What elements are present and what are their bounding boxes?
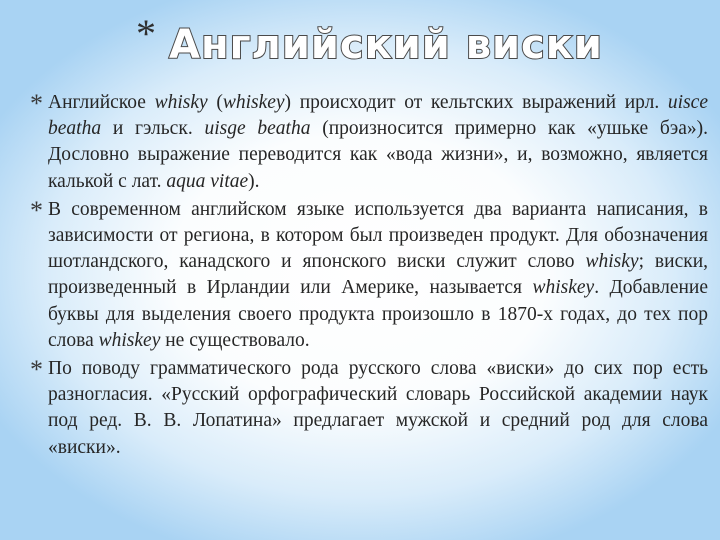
text-run: ) происходит от кельтских выражений ирл. [284, 92, 668, 113]
italic-term: whiskey [532, 277, 595, 299]
italic-term: whiskey [222, 92, 285, 113]
bullet-text [48, 197, 708, 354]
italic-term: whisky [585, 251, 639, 273]
text-run: Английское [48, 92, 155, 113]
bullet-star-icon: * [30, 355, 43, 385]
bullet-item-3 [30, 356, 708, 461]
bullet-list [30, 90, 708, 461]
text-run: (произносится примерно как «ушьке бэа»). Дословно выражение переводится как «вода жизни», и, возможно, является калькой с лат. [48, 118, 708, 192]
title-area [0, 18, 720, 72]
title-star-icon: * [136, 11, 156, 56]
text-run: . Добавление буквы для выделения своего продукта произошло в 1870-х годах, до тех пор слова [48, 277, 708, 351]
text-run: В современном английском языке используется два варианта написания, в зависимости от региона, в котором был произведен продукт. Для обозначения шотландского, канадского и японского виски служит слово [48, 198, 708, 273]
text-run: ). [248, 170, 260, 192]
bullet-item-1 [30, 90, 708, 195]
bullet-star-icon: * [30, 89, 43, 118]
bullet-text [48, 90, 708, 195]
bullet-star-icon: * [30, 195, 43, 225]
bullet-text [48, 356, 708, 461]
italic-term: aqua vitae [166, 170, 249, 192]
text-run: По поводу грамматического рода русского слова «виски» до сих пор есть разногласия. «Русский орфографический словарь Российской академии наук под ред. В. В. Лопатина» предлагает мужской и средний род для слова «виски». [48, 358, 708, 458]
italic-term: whiskey [98, 329, 161, 351]
text-run: ; виски, произведенный в Ирландии или Америке, называется [48, 251, 709, 299]
text-run: не существовало. [160, 329, 310, 351]
bullet-item-2 [30, 197, 708, 354]
slide-title: Английский виски [169, 22, 603, 68]
italic-term: whisky [154, 92, 208, 113]
italic-term: uisge beatha [204, 118, 311, 140]
text-run: ( [207, 92, 223, 113]
text-run: и гэльск. [101, 118, 205, 140]
italic-term: uisce beatha [48, 92, 708, 140]
